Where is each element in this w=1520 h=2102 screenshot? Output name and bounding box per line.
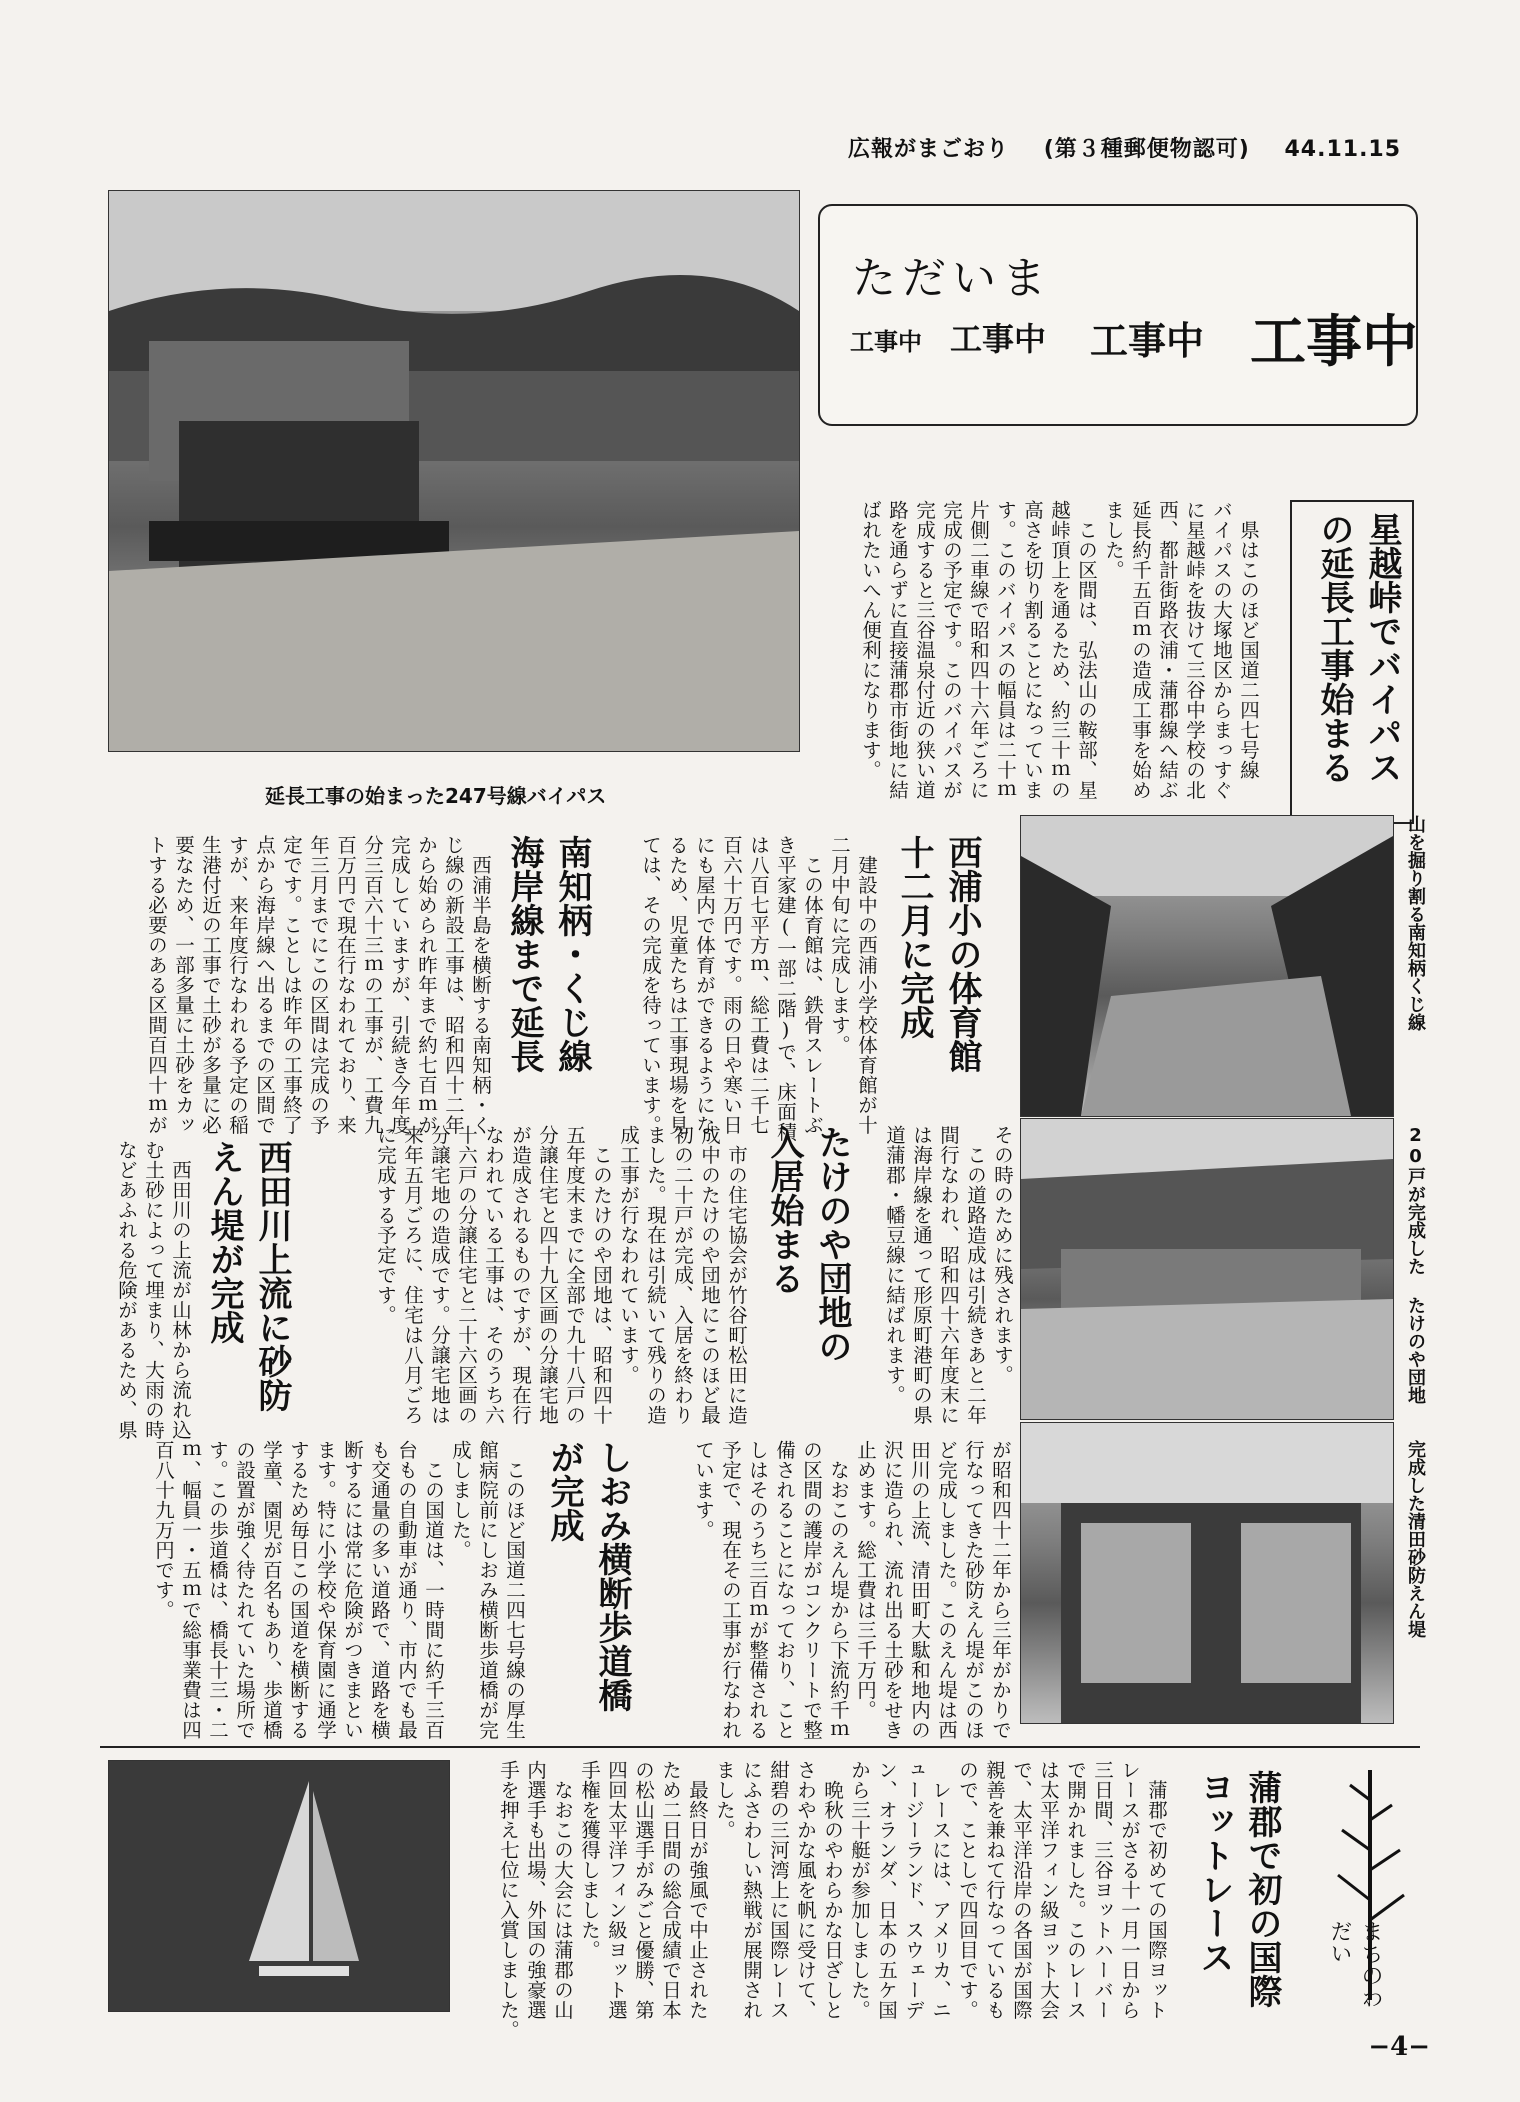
- minamichigara-headline: 南知柄・くじ線 海岸線まで延長: [504, 835, 592, 1073]
- page-number: −4−: [1368, 2032, 1430, 2062]
- kouji-2: 工事中: [950, 320, 1047, 358]
- kujisen-caption: 山を掘り割る南知柄くじ線: [1405, 815, 1426, 1031]
- nishida-body: 西田川の上流が山林から流れ込 む土砂によって埋まり、大雨の時 などあふれる危険があるため、県: [115, 1140, 192, 1440]
- takenoya-body: 市の住宅協会が竹谷町松田に造 成中のたけのや団地にこのほど最 初の二十戸が完成、入居を終わり ました。現在は引続いて残りの造 成工事が行なわれています。 このたけのや団地は、昭和四十 五年度末までに全部で九十八戸の 分譲住宅と四十九区画の分譲宅地 が造成されるものですが、現在行 なわれている工事は、そのうち六 十六戸の分譲住宅と二十六区画の 分譲宅地の造成です。分譲宅地は 来年五月ごろに、住宅は八月ごろ に完成する予定です。: [374, 1125, 748, 1425]
- takenoya-headline: たけのや団地の 入居始まる: [764, 1125, 852, 1363]
- kouji-3: 工事中: [1090, 318, 1205, 363]
- postal-permit: (第３種郵便物認可): [1043, 137, 1250, 162]
- sabo-photo: [1020, 1422, 1394, 1724]
- takenoya-caption: 20戸が完成した たけのや団地: [1405, 1125, 1426, 1404]
- yacht-photo: [108, 1760, 450, 2012]
- machi-no-wadai-column: [1320, 1760, 1420, 2010]
- kujisen-photo: [1020, 815, 1394, 1117]
- bypass-photo-caption: 延長工事の始まった247号線バイパス: [265, 784, 607, 808]
- shiomi-body: このほど国道二四七号線の厚生 館病院前にしおみ横断歩道橋が完 成しました。 この国道は、一時間に約千三百 台もの自動車が通り、市内でも最 も交通量の多い道路で、道路を横 断するには常に危険がつきまとい ます。特に小学校や保育園に通学 するため毎日この国道を横断する 学童、園児が百名もあり、歩道橋 の設置が強く待たれていた場所で す。この歩道橋は、橋長十三・二 ｍ、幅員一・五ｍで総事業費は四 百八十九万円です。: [152, 1440, 526, 1740]
- tadaima-title: ただいま: [852, 253, 1052, 304]
- hoshigoe-headline: 星越峠でバイパス の延長工事始まる: [1290, 500, 1414, 824]
- minamichigara-cont-body: その時のために残されます。 この道路造成は引続きあと二年 間行なわれ、昭和四十六年度末に は海岸線を通って形原町港町の県 道蒲郡・幡豆線に結ばれます。: [883, 1125, 1014, 1425]
- publication-name: 広報がまごおり: [848, 137, 1010, 162]
- bypass-photo: [108, 190, 800, 752]
- kujisen-photo-image: [1021, 816, 1393, 1116]
- kouji-4: 工事中: [1250, 309, 1418, 375]
- title-box: [818, 204, 1418, 426]
- shiomi-headline: しおみ横断歩道橋 が完成: [544, 1440, 632, 1712]
- sabo-caption: 完成した清田砂防えん堤: [1405, 1440, 1426, 1638]
- yacht-photo-image: [109, 1761, 449, 2011]
- masthead: [848, 132, 1427, 163]
- kouji-1: 工事中: [850, 327, 922, 356]
- nishida-headline: 西田川上流に砂防 えん堤が完成: [204, 1140, 292, 1412]
- sabo-photo-image: [1021, 1423, 1393, 1723]
- bottom-divider: [100, 1746, 1420, 1748]
- bypass-photo-image: [109, 191, 799, 751]
- minamichigara-body: 西浦半島を横断する南知柄・く じ線の新設工事は、昭和四十二年 から始められ昨年まで約七百ｍが 完成していますが、引続き今年度 分三百六十三ｍの工事が、工費九 百万円で現在行なわれており、来 年三月までにこの区間は完成の予 定です。ことしは昨年の工事終了 点から海岸線へ出るまでの区間で すが、来年度行なわれる予定の稲 生港付近の工事で土砂が多量に必 要なため、一部多量に土砂をカッ トする必要のある区間百四十ｍが: [145, 835, 492, 1135]
- yacht-headline: 蒲郡で初の国際 ヨットレース: [1194, 1770, 1282, 2008]
- nishiura-headline: 西浦小の体育館 十二月に完成: [894, 835, 982, 1073]
- hoshigoe-body: 県はこのほど国道二四七号線 バイパスの大塚地区からまっすぐ に星越峠を抜けて三谷中学校の北 西、都計街路衣浦・蒲郡線へ結ぶ 延長約千五百ｍの造成工事を始め ました。 この区間は、弘法山の鞍部、星 越峠頂上を通るため、約三十ｍの 高さを切り割ることになっていま す。このバイパスの幅員は二十ｍ 片側二車線で昭和四十六年ごろに 完成の予定です。このバイパスが 完成すると三谷温泉付近の狭い道 路を通らずに直接蒲郡市街地に結 ばれたいへん便利になります。: [859, 500, 1260, 800]
- yacht-body: 蒲郡で初めての国際ヨット レースがさる十一月一日から 三日間、三谷ヨットハーバー で開かれました。このレース は太平洋フィン級ヨット大会 で、太平洋沿岸の各国が国際 親善を兼ねて行なっているも ので、ことしで四回目です。 レースには、アメリカ、ニ ュージーランド、スウェーデ ン、オランダ、日本の五ケ国 から三十艇が参加しました。 晩秋のやわらかな日ざしと さわやかな風を帆に受けて、 紺碧の三河湾上に国際レース にふさわしい熱戦が展開され ました。 最終日が強風で中止された ため二日間の総合成績で日本 の松山選手がみごと優勝、第 四回太平洋フィン級ヨット選 手権を獲得しました。 なおこの大会には蒲郡の山 内選手も出場、外国の強豪選 手を押え七位に入賞しました。: [497, 1760, 1168, 2040]
- machi-no-wadai-label: まちのわだい: [1327, 1920, 1383, 2008]
- issue-date: 44.11.15: [1284, 137, 1402, 162]
- sabo-cont-body: が昭和四十二年から三年がかりで 行なってきた砂防えん堤がこのほ ど完成しました。このえん堤は西 田川の上流、清田町大駄和地内の 沢に造られ、流れ出る土砂をせき 止めます。総工費は三千万円。 なおこのえん堤から下流約千ｍ の区間の護岸がコンクリートで整 備されることになっており、こと しはそのうち三百ｍが整備される 予定で、現在その工事が行なわれ ています。: [692, 1440, 1012, 1740]
- takenoya-photo-image: [1021, 1119, 1393, 1419]
- takenoya-photo: [1020, 1118, 1394, 1420]
- nishiura-body: 建設中の西浦小学校体育館が十 二月中旬に完成します。 この体育館は、鉄骨スレートぶ き平家建(一部二階)で、床面積 は八百七平方ｍ、総工費は二千七 百六十万円です。雨の日や寒い日 にも屋内で体育ができるようにな るため、児童たちは工事現場を見 ては、その完成を待っています。: [639, 835, 878, 1142]
